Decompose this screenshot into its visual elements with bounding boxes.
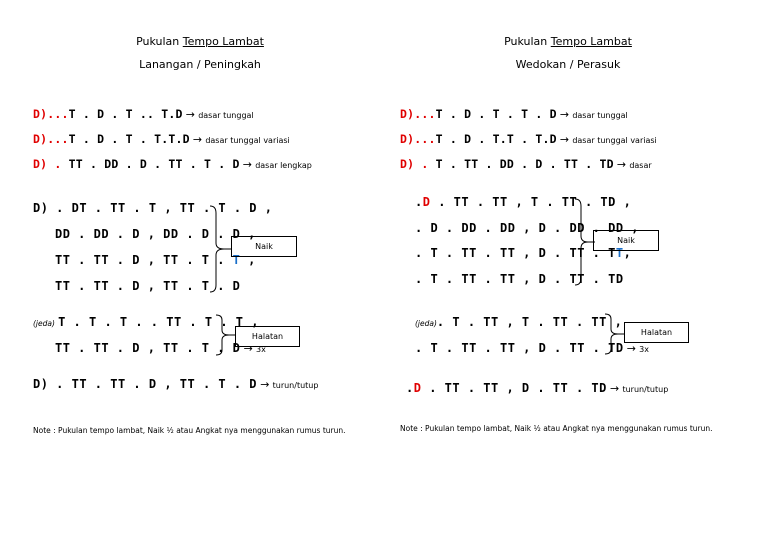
left-title-prefix: Pukulan <box>136 35 183 48</box>
pattern: TT . DD . D . TT . T . D <box>61 157 240 171</box>
repeat-count: 3x <box>255 345 266 354</box>
right-halatan-brace <box>602 313 626 355</box>
arrow-icon: → <box>260 378 270 391</box>
description: turun/tutup <box>622 385 669 394</box>
pattern: . T . TT , T . TT . TT , <box>436 315 623 329</box>
left-naik-brace <box>206 205 232 293</box>
left-title-underlined: Tempo Lambat <box>182 35 264 48</box>
jeda-label: (jeda) <box>33 319 55 328</box>
left-subtitle: Lanangan / Peningkah <box>139 58 261 71</box>
pattern: . T . TT . TT , D . TT . T <box>415 246 616 260</box>
right-row-dasar-tunggal-variasi <box>400 132 657 148</box>
left-title <box>0 35 400 48</box>
pattern: . TT . TT , T . TT . TD , <box>430 195 632 209</box>
arrow-icon: → <box>616 158 627 171</box>
pattern: T . D . T . T.T.D <box>68 132 190 146</box>
pattern: TT . TT . D , TT . T . D <box>55 341 241 355</box>
right-halatan-line-1 <box>415 315 622 331</box>
red-marker: D)... <box>33 107 69 121</box>
left-final-row <box>33 377 318 393</box>
arrow-icon: → <box>192 133 203 146</box>
left-row-dasar-lengkap <box>33 157 312 173</box>
right-title <box>384 35 752 48</box>
left-halatan-brace <box>213 314 237 356</box>
right-row-dasar <box>400 157 652 173</box>
description: dasar <box>629 161 652 170</box>
repeat-count: 3x <box>639 345 649 354</box>
pattern: . TT . TT , D . TT . TD <box>421 381 607 395</box>
pattern-tail: , <box>623 246 632 260</box>
pattern-prefix: . <box>406 381 414 395</box>
red-marker: D)... <box>400 132 436 146</box>
red-marker: D)... <box>33 132 69 146</box>
right-final-row <box>406 381 668 397</box>
pattern-prefix: . <box>415 195 423 209</box>
pattern-tail: , <box>240 253 256 267</box>
description: dasar lengkap <box>255 161 312 170</box>
red-marker: D <box>413 381 422 395</box>
right-title-underlined: Tempo Lambat <box>550 35 632 48</box>
jeda-label: (jeda) <box>415 319 437 328</box>
right-subtitle: Wedokan / Perasuk <box>515 58 621 71</box>
red-marker: D)... <box>400 107 436 121</box>
description: dasar tunggal <box>198 111 254 120</box>
right-title-prefix: Pukulan <box>504 35 551 48</box>
pattern: T . D . T .. T.D <box>68 107 183 121</box>
right-naik-label: Naik <box>593 230 659 251</box>
red-marker: D) . <box>33 157 62 171</box>
left-note: Note : Pukulan tempo lambat, Naik ½ atau Angkat nya menggunakan rumus turun. <box>33 426 346 435</box>
left-row-dasar-tunggal <box>33 107 254 123</box>
right-naik-line-2: . D . DD . DD , D . DD . DD , <box>415 221 640 235</box>
blue-marker: T <box>615 246 624 260</box>
right-naik-line-4: . T . TT . TT , D . TT . TD <box>415 272 624 286</box>
pattern: T . D . T . T . D <box>435 107 557 121</box>
pattern: T . T . T . . TT . T . T , <box>58 315 259 329</box>
red-marker: D <box>422 195 431 209</box>
pattern: T . D . T.T . T.D <box>435 132 557 146</box>
pattern: . T . TT . TT , D . TT . TD <box>415 341 624 355</box>
pattern: T . TT . DD . D . TT . TD <box>428 157 614 171</box>
left-row-dasar-tunggal-variasi <box>33 132 290 148</box>
description: dasar tunggal variasi <box>205 136 290 145</box>
arrow-icon: → <box>243 342 253 355</box>
left-naik-line-1: D) . DT . TT . T , TT . T . D , <box>33 201 273 215</box>
pattern: TT . TT . D , TT . T . <box>55 253 233 267</box>
arrow-icon: → <box>242 158 252 171</box>
right-note: Note : Pukulan tempo lambat, Naik ½ atau Angkat nya menggunakan rumus turun. <box>400 424 713 433</box>
description: turun/tutup <box>272 381 319 390</box>
blue-marker: T <box>232 253 241 267</box>
arrow-icon: → <box>559 108 570 121</box>
right-naik-line-1 <box>415 195 631 209</box>
arrow-icon: → <box>559 133 570 146</box>
description: dasar tunggal variasi <box>572 136 657 145</box>
right-row-dasar-tunggal <box>400 107 628 123</box>
left-naik-line-4: TT . TT . D , TT . T . D <box>55 279 241 293</box>
description: dasar tunggal <box>572 111 628 120</box>
left-naik-label: Naik <box>231 236 297 257</box>
red-marker: D) . <box>400 157 429 171</box>
right-column <box>384 0 768 543</box>
left-naik-line-2: DD . DD . D , DD . D . D , <box>55 227 256 241</box>
arrow-icon: → <box>185 108 196 121</box>
arrow-icon: → <box>610 382 620 395</box>
arrow-icon: → <box>626 342 636 355</box>
right-halatan-label: Halatan <box>624 322 689 343</box>
pattern: D) . TT . TT . D , TT . T . D <box>33 377 258 391</box>
left-halatan-label: Halatan <box>235 326 300 347</box>
